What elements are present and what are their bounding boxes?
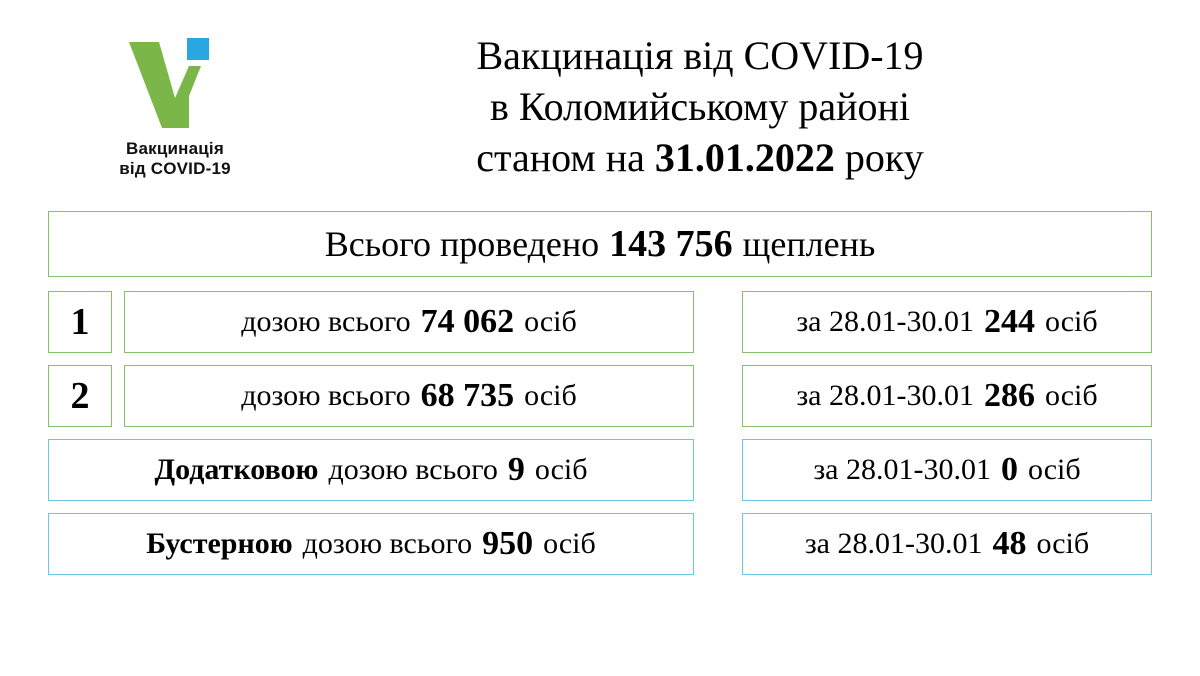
dose-period-label: за 28.01-30.01 (804, 527, 983, 560)
dose-rows (48, 291, 1152, 575)
dose-period-label: за 28.01-30.01 (813, 453, 991, 486)
dose-total-label: дозою всього (302, 527, 473, 560)
additional-dose-label: Додатковою (154, 453, 319, 486)
dose-period-value: 286 (983, 377, 1035, 414)
booster-dose-total-cell (48, 513, 694, 575)
row-spacer (694, 291, 742, 353)
dose-period-unit: осіб (1044, 379, 1098, 412)
dose-total-cell (124, 365, 694, 427)
dose-total-label: дозою всього (241, 305, 411, 338)
page-title (290, 22, 1160, 184)
row-spacer (694, 513, 742, 575)
total-value: 143 756 (609, 223, 733, 265)
dose-period-unit: осіб (1044, 305, 1098, 338)
total-suffix: щеплень (742, 224, 876, 264)
title-line-3 (290, 132, 1110, 183)
dose-total-unit: осіб (534, 453, 588, 486)
dose-total-label: дозою всього (328, 453, 498, 486)
dose-period-cell (742, 365, 1152, 427)
table-row (48, 365, 1152, 427)
dose-period-label: за 28.01-30.01 (796, 379, 974, 412)
title-line-2: в Коломийському районі (490, 84, 910, 130)
dose-total-value: 74 062 (420, 303, 515, 340)
dose-period-cell (742, 291, 1152, 353)
table-row (48, 439, 1152, 501)
logo-caption (119, 139, 231, 179)
title-date-prefix: станом на (476, 135, 655, 181)
logo-caption-line2: від COVID-19 (119, 159, 231, 179)
table-row (48, 291, 1152, 353)
logo-caption-line1: Вакцинація (126, 139, 224, 158)
additional-dose-period-cell (742, 439, 1152, 501)
dose-number-badge: 2 (48, 365, 112, 427)
additional-dose-total-cell (48, 439, 694, 501)
title-date: 31.01.2022 (654, 135, 835, 181)
header (0, 0, 1200, 205)
title-line-1: Вакцинація від COVID-19 (476, 33, 924, 78)
dose-period-value: 244 (983, 303, 1035, 340)
logo-block (60, 22, 290, 179)
dose-total-value: 68 735 (420, 377, 515, 414)
dose-period-value: 48 (992, 525, 1027, 562)
dose-total-cell (124, 291, 694, 353)
title-date-suffix: року (834, 135, 924, 181)
row-spacer (694, 365, 742, 427)
vaccination-checkmark-logo-icon (115, 36, 235, 131)
dose-total-value: 950 (482, 525, 534, 562)
dose-period-value: 0 (1000, 451, 1018, 488)
row-spacer (694, 439, 742, 501)
table-row (48, 513, 1152, 575)
dose-period-label: за 28.01-30.01 (796, 305, 974, 338)
dose-period-unit: осіб (1036, 527, 1090, 560)
dose-total-label: дозою всього (241, 379, 411, 412)
booster-dose-period-cell (742, 513, 1152, 575)
dose-period-unit: осіб (1027, 453, 1081, 486)
dose-total-value: 9 (507, 451, 525, 488)
dose-total-unit: осіб (543, 527, 596, 560)
total-vaccinations-banner (48, 211, 1152, 277)
total-prefix: Всього проведено (324, 224, 600, 264)
dose-number-badge: 1 (48, 291, 112, 353)
dose-total-unit: осіб (524, 379, 577, 412)
dose-total-unit: осіб (524, 305, 577, 338)
booster-dose-label: Бустерною (146, 527, 293, 560)
